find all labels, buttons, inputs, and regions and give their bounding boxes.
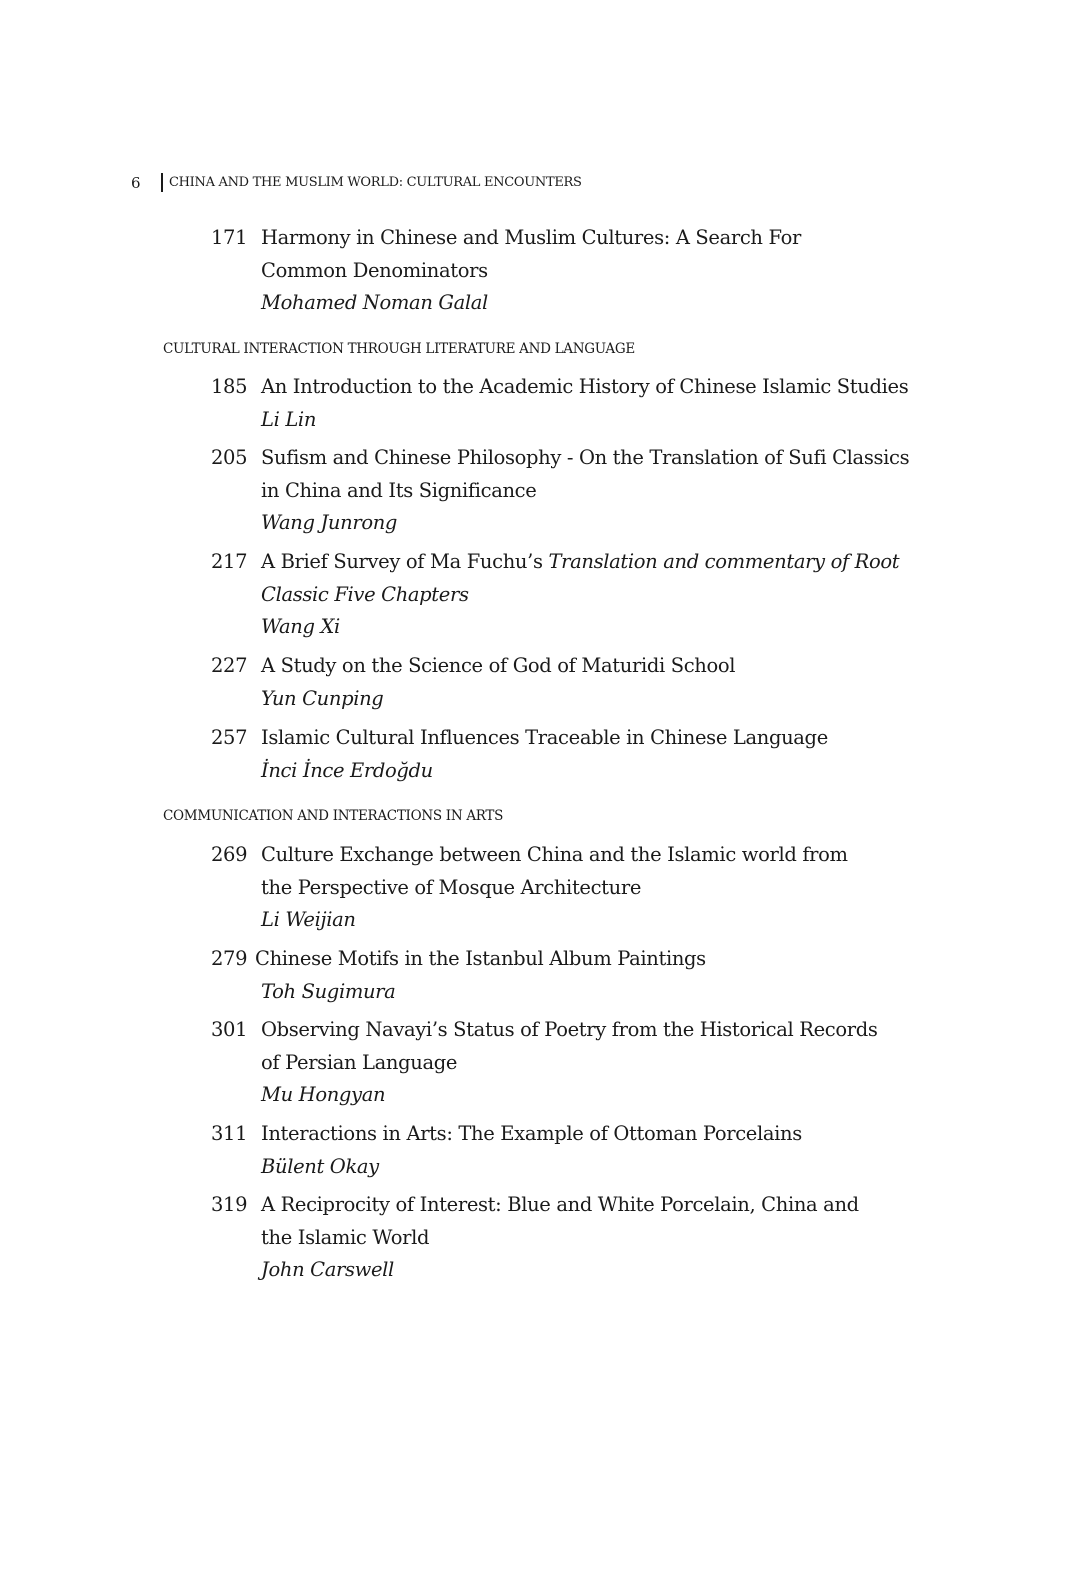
entry-body bbox=[261, 1118, 931, 1183]
entry-title: Observing Navayi’s Status of Poetry from the Historical Records of Persian Language bbox=[261, 1018, 878, 1074]
entry-page-number: 319 bbox=[211, 1193, 248, 1216]
entry-body bbox=[261, 222, 931, 320]
entry-page-number: 301 bbox=[211, 1018, 248, 1041]
entry-author: İnci İnce Erdoğdu bbox=[261, 758, 433, 782]
header-rule bbox=[161, 173, 163, 192]
entry-page-number: 185 bbox=[211, 375, 248, 398]
entry-page-number: 257 bbox=[211, 726, 248, 749]
toc-entry bbox=[211, 442, 931, 540]
entry-author: Wang Junrong bbox=[261, 511, 398, 534]
toc-entry bbox=[211, 371, 931, 436]
entry-body bbox=[261, 1014, 931, 1112]
toc-entry bbox=[211, 650, 931, 715]
entry-author: Bülent Okay bbox=[261, 1154, 379, 1178]
section-heading-arts: COMMUNICATION AND INTERACTIONS IN ARTS bbox=[163, 808, 504, 824]
entry-body bbox=[261, 442, 931, 540]
entry-title-italic: Translation and commentary of Root Classic Five Chapters bbox=[261, 550, 900, 606]
toc-entry bbox=[211, 1118, 931, 1183]
entry-author: Mohamed Noman Galal bbox=[261, 291, 488, 314]
entry-body bbox=[261, 371, 931, 436]
entry-body bbox=[261, 722, 931, 787]
entry-title-prefix: A Brief Survey of Ma Fuchu’s bbox=[261, 550, 549, 573]
entry-page-number: 227 bbox=[211, 654, 248, 677]
toc-entry bbox=[211, 1189, 931, 1287]
toc-entry bbox=[211, 222, 931, 320]
entry-body bbox=[255, 943, 931, 1008]
entry-title: Islamic Cultural Influences Traceable in Chinese Language bbox=[261, 726, 828, 749]
toc-entry bbox=[211, 839, 931, 937]
entry-title: Interactions in Arts: The Example of Ottoman Porcelains bbox=[261, 1122, 802, 1145]
toc-entry bbox=[211, 546, 931, 644]
entry-title: Culture Exchange between China and the Islamic world from the Perspective of Mosque Architecture bbox=[261, 843, 848, 899]
entry-author: Yun Cunping bbox=[261, 686, 384, 710]
entry-title: An Introduction to the Academic History of Chinese Islamic Studies bbox=[261, 375, 909, 398]
entry-title: Sufism and Chinese Philosophy - On the Translation of Sufi Classics in China and Its Significance bbox=[261, 446, 910, 502]
entry-title: Harmony in Chinese and Muslim Cultures: A Search For Common Denominators bbox=[261, 226, 801, 282]
entry-body bbox=[261, 1189, 931, 1287]
page-number: 6 bbox=[131, 173, 141, 192]
entry-title bbox=[261, 546, 901, 611]
entry-page-number: 171 bbox=[211, 226, 248, 249]
entry-page-number: 205 bbox=[211, 446, 248, 469]
entry-title: A Study on the Science of God of Maturidi School bbox=[261, 654, 736, 677]
entry-author: Li Lin bbox=[261, 407, 317, 431]
entry-author: Mu Hongyan bbox=[261, 1083, 386, 1106]
entry-title: Chinese Motifs in the Istanbul Album Paintings bbox=[255, 947, 706, 970]
entry-page-number: 269 bbox=[211, 843, 248, 866]
entry-title: A Reciprocity of Interest: Blue and White Porcelain, China and the Islamic World bbox=[261, 1193, 859, 1249]
entry-body bbox=[261, 839, 931, 937]
entry-author: John Carswell bbox=[261, 1258, 394, 1281]
running-head bbox=[131, 173, 582, 192]
entry-page-number: 279 bbox=[211, 947, 248, 970]
toc-entry bbox=[211, 722, 931, 787]
running-title: CHINA AND THE MUSLIM WORLD: CULTURAL ENCOUNTERS bbox=[169, 175, 582, 190]
toc-entry bbox=[211, 943, 931, 1008]
entry-page-number: 311 bbox=[211, 1122, 248, 1145]
section-heading-literature-language: CULTURAL INTERACTION THROUGH LITERATURE AND LANGUAGE bbox=[163, 341, 635, 357]
toc-entry bbox=[211, 1014, 931, 1112]
entry-author: Li Weijian bbox=[261, 908, 356, 931]
entry-author: Toh Sugimura bbox=[261, 979, 396, 1003]
entry-body bbox=[261, 546, 931, 644]
entry-page-number: 217 bbox=[211, 550, 248, 573]
entry-body bbox=[261, 650, 931, 715]
entry-author: Wang Xi bbox=[261, 615, 340, 638]
